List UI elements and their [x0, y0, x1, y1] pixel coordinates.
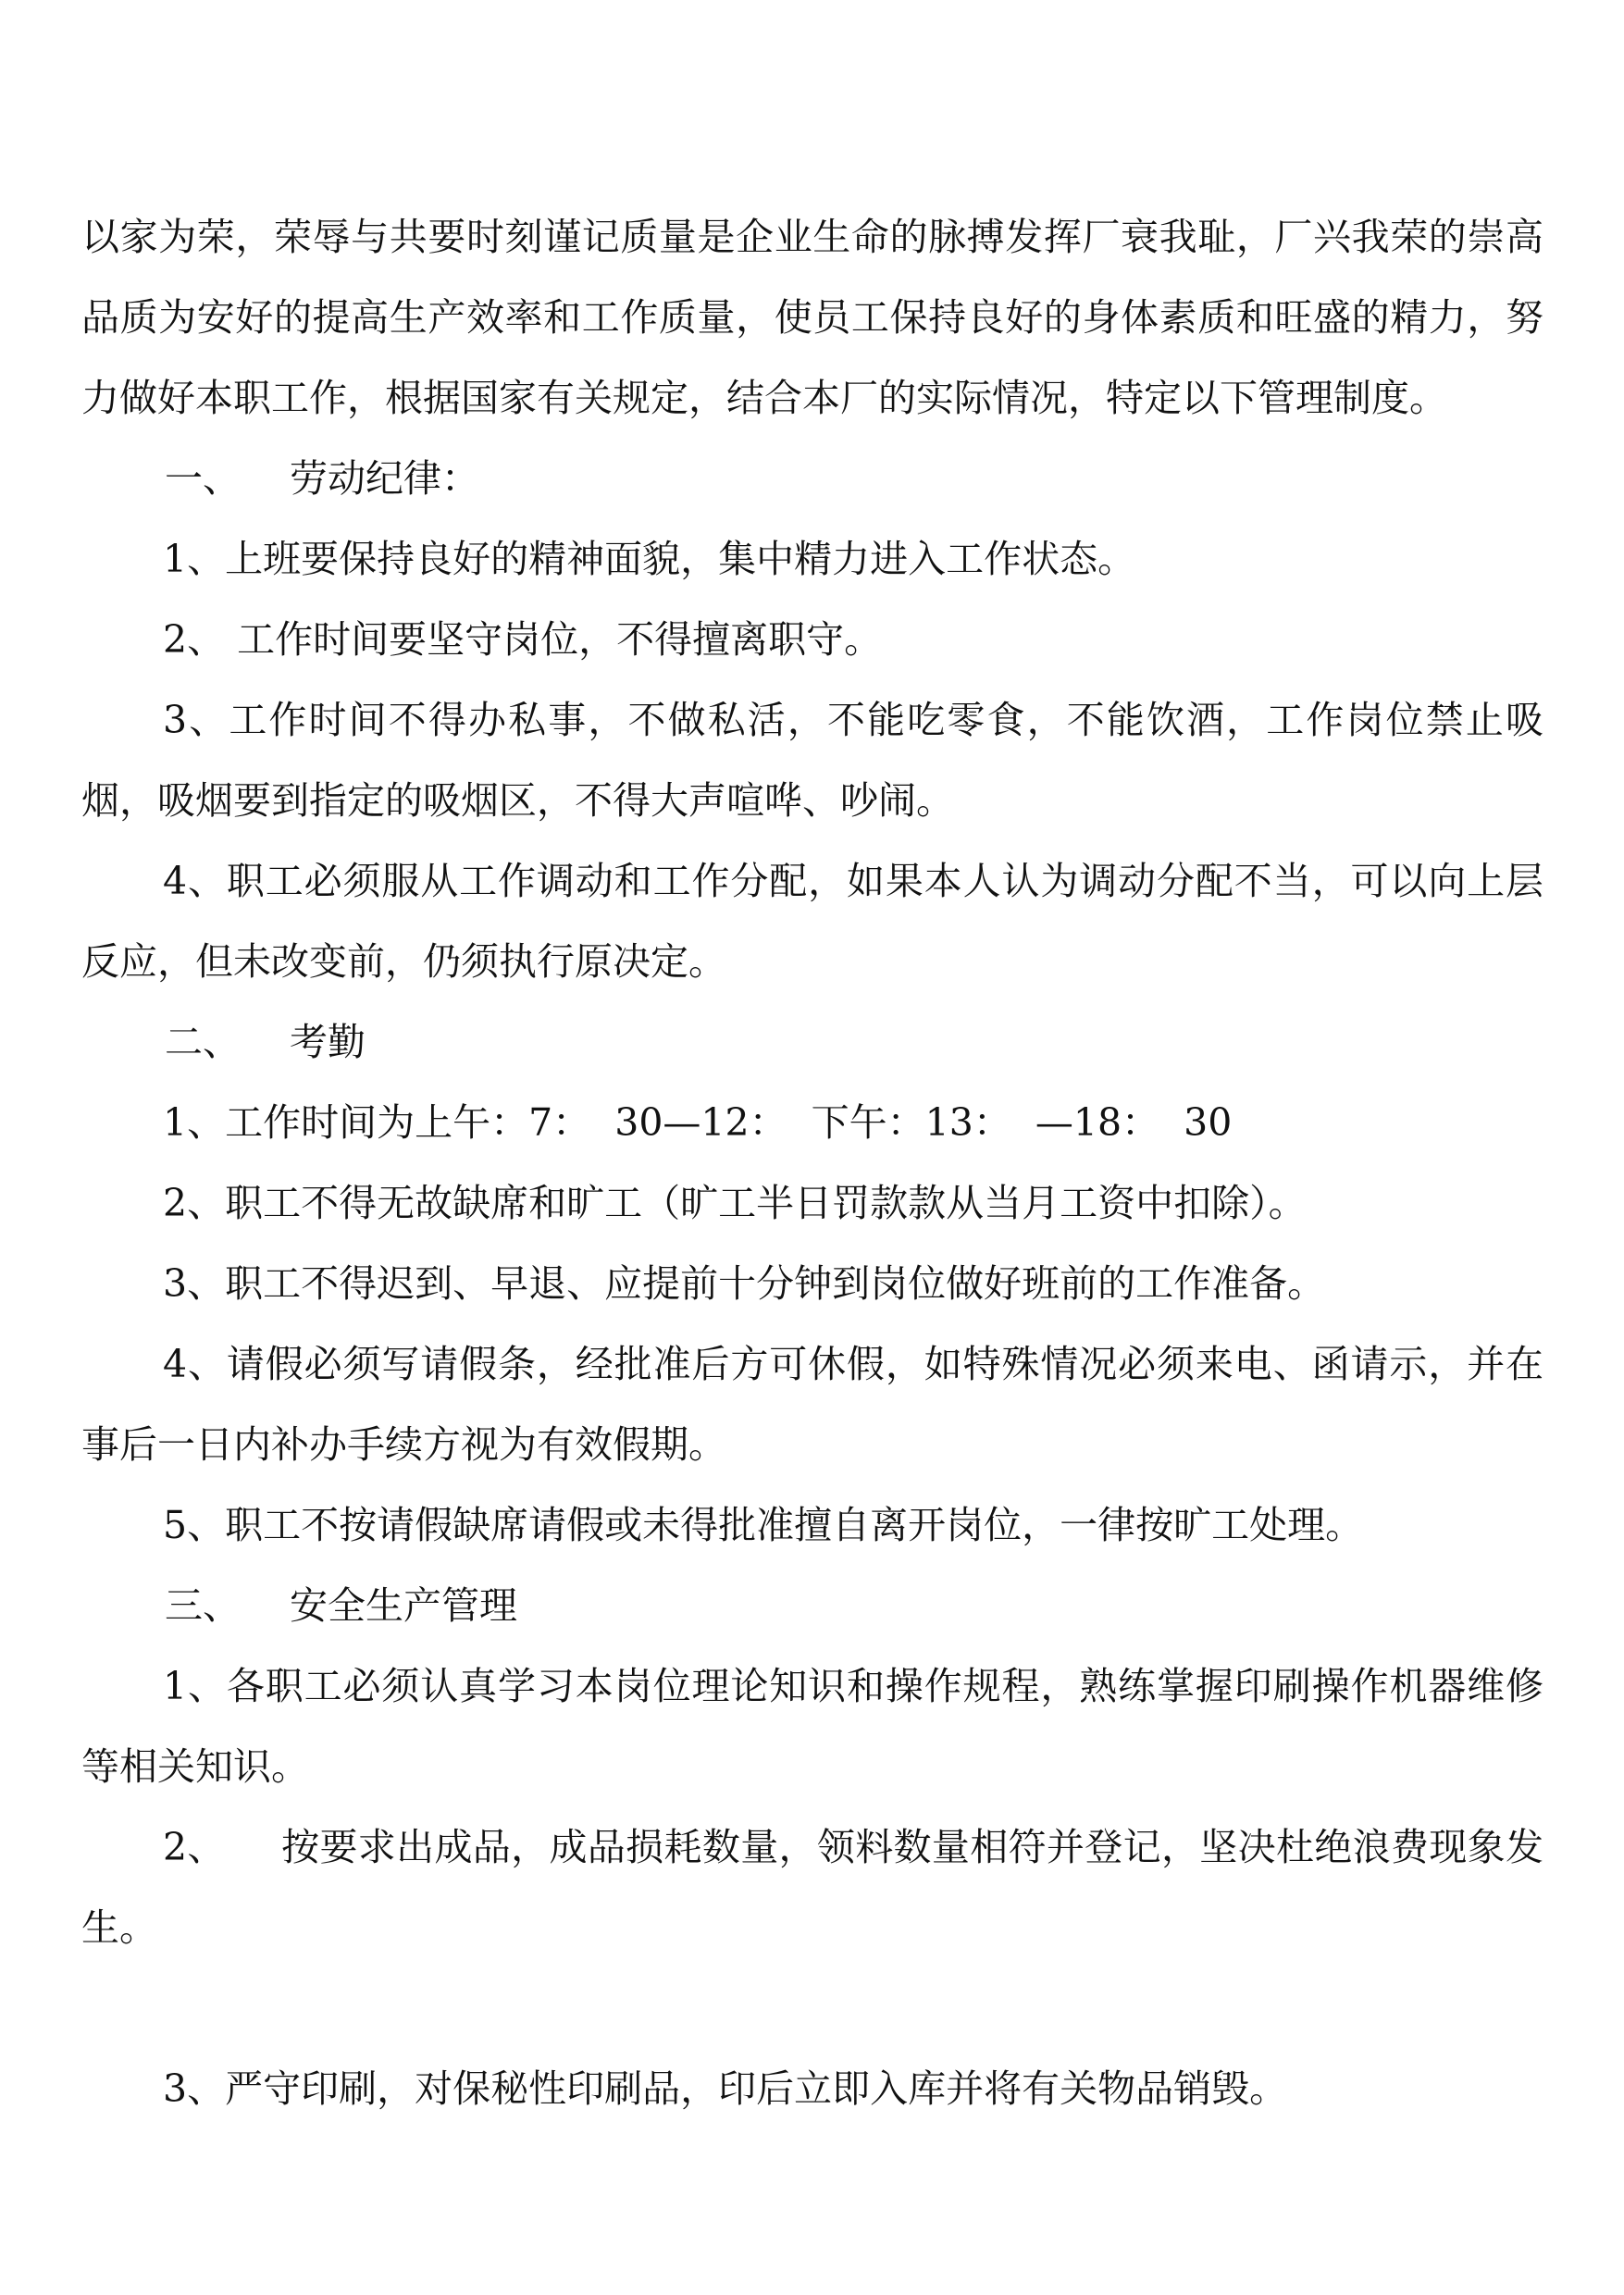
- attendance-item-4: 4、请假必须写请假条，经批准后方可休假，如特殊情况必须来电、函请示，并在事后一日内补办手续方视为有效假期。: [81, 1342, 1543, 1467]
- section-heading-safety-production: [81, 1566, 1543, 1646]
- safety-item-2: [81, 1807, 1543, 1968]
- document-body: [81, 197, 1543, 2129]
- section-title: 考勤: [290, 1020, 366, 1064]
- safety-item-3: 3、严守印刷，对保秘性印刷品，印后立即入库并将有关物品销毁。: [163, 2066, 1288, 2111]
- section-title: 劳动纪律：: [290, 456, 479, 501]
- section-number: 二、: [165, 1020, 241, 1064]
- labor-item-2: 2、 工作时间要坚守岗位，不得擅离职守。: [163, 617, 883, 662]
- section-number: 一、: [165, 456, 241, 501]
- labor-item-3: 3、工作时间不得办私事，不做私活，不能吃零食，不能饮酒，工作岗位禁止吸烟，吸烟要到指定的吸烟区，不得大声喧哗、吵闹。: [81, 698, 1543, 823]
- labor-item-1: 1、上班要保持良好的精神面貌，集中精力进入工作状态。: [163, 537, 1136, 581]
- safety-item-1: 1、各职工必须认真学习本岗位理论知识和操作规程，熟练掌握印刷操作机器维修等相关知识。: [81, 1664, 1543, 1789]
- section-heading-labor-discipline: [81, 439, 1543, 519]
- safety-item-2-number: 2、: [163, 1825, 226, 1869]
- safety-item-2-text: 按要求出成品，成品损耗数量，领料数量相符并登记，坚决杜绝浪费现象发生。: [81, 1825, 1544, 1950]
- intro-paragraph: 以家为荣，荣辱与共要时刻谨记质量是企业生命的脉搏发挥厂衰我耻，厂兴我荣的崇高品质为安好的提高生产效率和工作质量，使员工保持良好的身体素质和旺盛的精力，努力做好本职工作，根据国家有关规定，结合本厂的实际情况，特定以下管理制度。: [81, 215, 1543, 420]
- blank-line: [81, 1968, 1543, 2049]
- section-title: 安全生产管理: [290, 1583, 517, 1628]
- labor-item-4: 4、职工必须服从工作调动和工作分配，如果本人认为调动分配不当，可以向上层反应，但未改变前，仍须执行原决定。: [81, 859, 1543, 984]
- attendance-item-3: 3、职工不得迟到、早退、应提前十分钟到岗位做好班前的工作准备。: [163, 1261, 1326, 1306]
- section-heading-attendance: [81, 1002, 1543, 1083]
- attendance-item-2: 2、职工不得无故缺席和旷工（旷工半日罚款款从当月工资中扣除）。: [163, 1181, 1307, 1225]
- section-number: 三、: [165, 1583, 241, 1628]
- attendance-item-1: 1、工作时间为上午：7： 30—12： 下午：13： —18： 30: [163, 1100, 1233, 1145]
- attendance-item-5: 5、职工不按请假缺席请假或未得批准擅自离开岗位，一律按旷工处理。: [163, 1503, 1364, 1547]
